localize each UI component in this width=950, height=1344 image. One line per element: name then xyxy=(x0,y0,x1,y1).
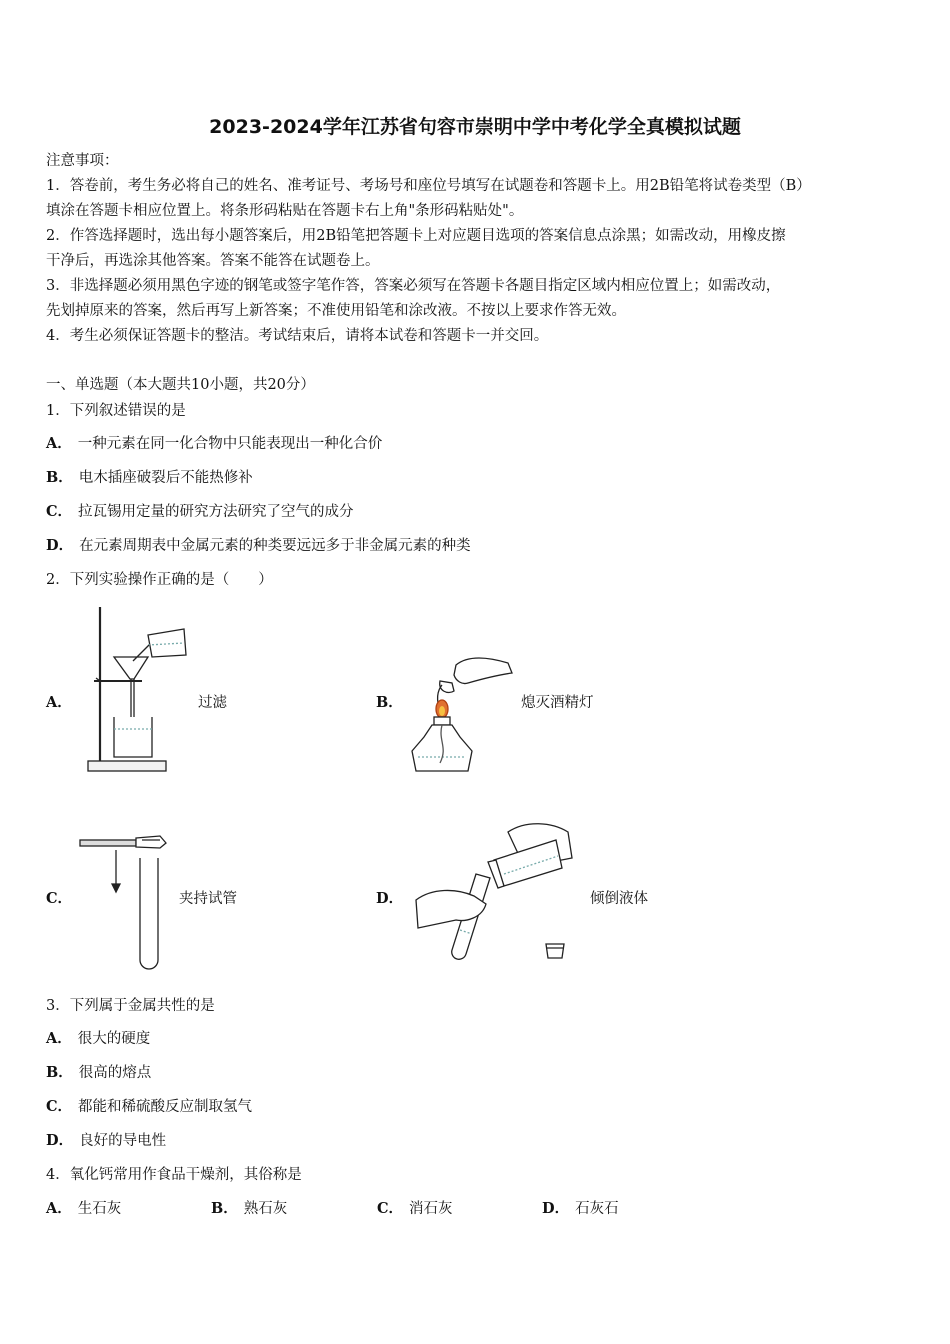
notice-line: 3．非选择题必须用黑色字迹的钢笔或签字笔作答，答案必须写在答题卡各题目指定区域内相应位置上；如需改动， xyxy=(46,278,781,294)
notice-line: 4．考生必须保证答题卡的整洁。考试结束后，请将本试卷和答题卡一并交回。 xyxy=(46,328,549,344)
question-2-option-c-caption: 夹持试管 xyxy=(179,891,237,907)
question-1-option-a: A． 一种元素在同一化合物中只能表现出一种化合价 xyxy=(46,435,383,452)
test-tube-holder-figure xyxy=(76,832,176,972)
question-2-option-a-caption: 过滤 xyxy=(198,695,227,711)
notice-line: 1．答卷前，考生务必将自己的姓名、准考证号、考场号和座位号填写在试题卷和答题卡上。用2B铅笔将试卷类型（B） xyxy=(46,178,811,194)
notice-heading: 注意事项： xyxy=(46,153,119,169)
question-4-option-b: B． 熟石灰 xyxy=(211,1200,288,1217)
pouring-liquid-figure xyxy=(412,818,582,968)
question-3-option-a: A． 很大的硬度 xyxy=(46,1030,151,1047)
question-1-option-b: B． 电木插座破裂后不能热修补 xyxy=(46,469,253,486)
question-3-stem: 3．下列属于金属共性的是 xyxy=(46,998,215,1014)
alcohol-lamp-figure xyxy=(408,655,518,780)
question-2-option-c-label: C． xyxy=(46,890,73,907)
question-2-option-d-label: D． xyxy=(376,890,404,907)
notice-line: 干净后，再选涂其他答案。答案不能答在试题卷上。 xyxy=(46,253,380,269)
question-2-option-a-label: A． xyxy=(46,694,72,711)
question-1-option-c: C． 拉瓦锡用定量的研究方法研究了空气的成分 xyxy=(46,503,354,520)
filtration-apparatus-figure xyxy=(86,605,196,775)
question-4-option-a: A． 生石灰 xyxy=(46,1200,122,1217)
question-3-option-d: D． 良好的导电性 xyxy=(46,1132,167,1149)
question-4-option-d: D． 石灰石 xyxy=(542,1200,619,1217)
question-4-stem: 4．氧化钙常用作食品干燥剂，其俗称是 xyxy=(46,1167,302,1183)
question-3-option-b: B． 很高的熔点 xyxy=(46,1064,152,1081)
question-2-option-b-label: B． xyxy=(376,694,403,711)
question-1-option-d: D． 在元素周期表中金属元素的种类要远远多于非金属元素的种类 xyxy=(46,537,471,554)
notice-line: 先划掉原来的答案，然后再写上新答案；不准使用铅笔和涂改液。不按以上要求作答无效。 xyxy=(46,303,626,319)
question-2-stem: 2．下列实验操作正确的是（ ） xyxy=(46,572,273,588)
question-2-option-b-caption: 熄灭酒精灯 xyxy=(521,695,594,711)
notice-line: 2．作答选择题时，选出每小题答案后，用2B铅笔把答题卡上对应题目选项的答案信息点涂黑；如需改动，用橡皮擦 xyxy=(46,228,786,244)
question-1-stem: 1．下列叙述错误的是 xyxy=(46,403,186,419)
question-2-option-d-caption: 倾倒液体 xyxy=(590,891,648,907)
section-heading: 一、单选题（本大题共10小题，共20分） xyxy=(46,377,315,393)
question-4-option-c: C． 消石灰 xyxy=(377,1200,453,1217)
page-title: 2023-2024学年江苏省句容市崇明中学中考化学全真模拟试题 xyxy=(209,116,741,138)
question-3-option-c: C． 都能和稀硫酸反应制取氢气 xyxy=(46,1098,253,1115)
notice-line: 填涂在答题卡相应位置上。将条形码粘贴在答题卡右上角"条形码粘贴处"。 xyxy=(46,203,524,219)
